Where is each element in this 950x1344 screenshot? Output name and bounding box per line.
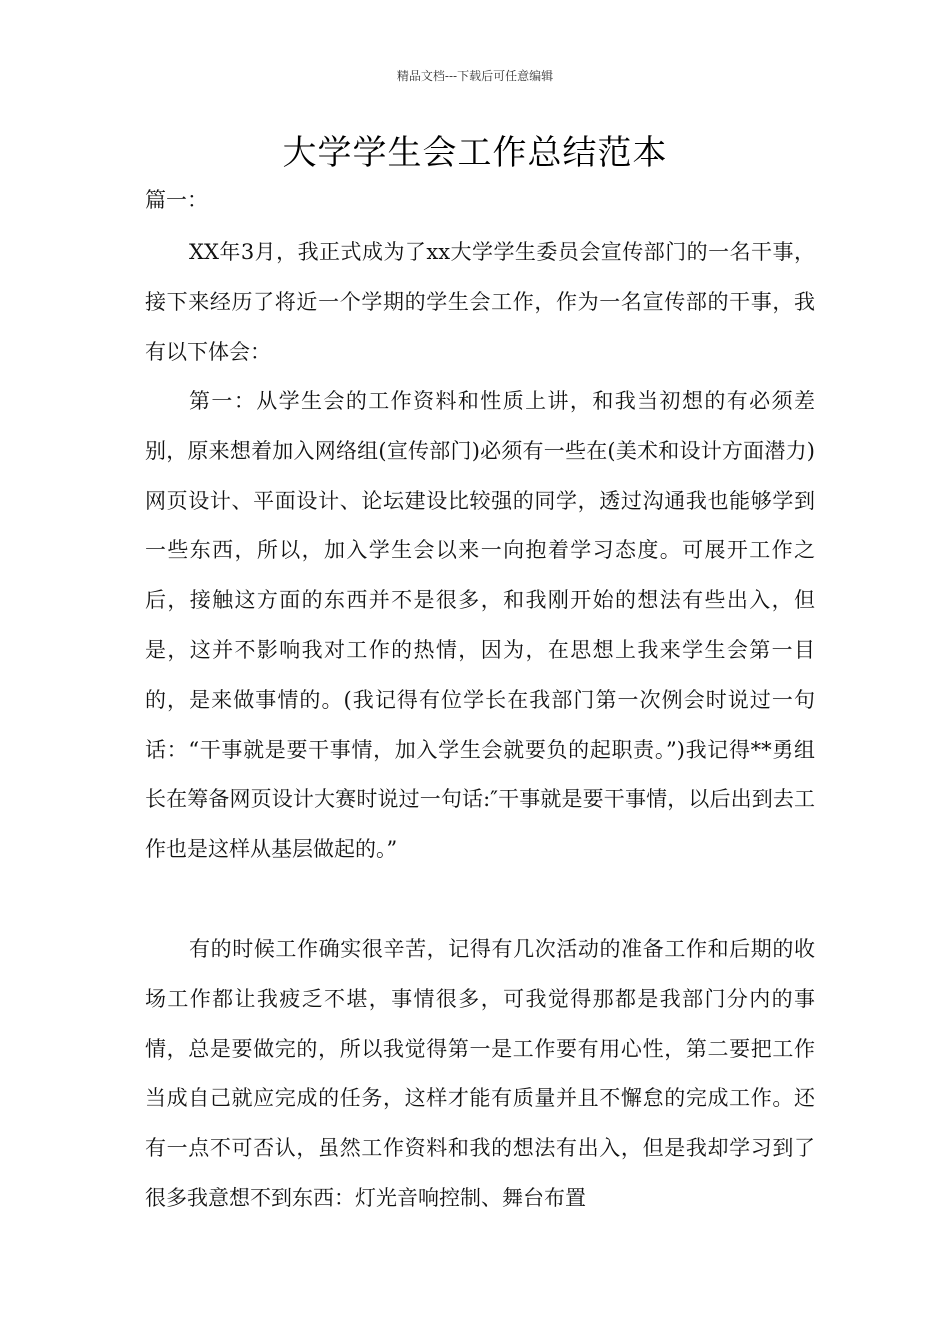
- paragraph-1: XX年3月，我正式成为了xx大学学生委员会宣传部门的一名干事，接下来经历了将近一个学期的学生会工作，作为一名宣传部的干事，我有以下体会：: [145, 240, 815, 364]
- document-title: 大学学生会工作总结范本: [282, 133, 668, 173]
- paragraph-3: 有的时候工作确实很辛苦，记得有几次活动的准备工作和后期的收场工作都让我疲乏不堪，事情很多，可我觉得那都是我部门分内的事情，总是要做完的，所以我觉得第一是工作要有用心性，第二要把工作当成自己就应完成的任务，这样才能有质量并且不懈怠的完成工作。还有一点不可否认，虽然工作资料和我的想法有出入，但是我却学习到了很多我意想不到东西：灯光音响控制、舞台布置: [145, 937, 815, 1210]
- section-label: 篇一：: [145, 188, 208, 212]
- paragraph-2: 第一：从学生会的工作资料和性质上讲，和我当初想的有必须差别，原来想着加入网络组(宣传部门)必须有一些在(美术和设计方面潜力)网页设计、平面设计、论坛建设比较强的同学，透过沟通我也能够学到一些东西，所以，加入学生会以来一向抱着学习态度。可展开工作之后，接触这方面的东西并不是很多，和我刚开始的想法有些出入，但是，这并不影响我对工作的热情，因为，在思想上我来学生会第一目的，是来做事情的。(我记得有位学长在我部门第一次例会时说过一句话：“干事就是要干事情，加入学生会就要负的起职责。”)我记得**勇组长在筹备网页设计大赛时说过一句话:″干事就是要干事情，以后出到去工作也是这样从基层做起的。”: [145, 389, 815, 862]
- header-note: 精品文档---下载后可任意编辑: [396, 69, 554, 83]
